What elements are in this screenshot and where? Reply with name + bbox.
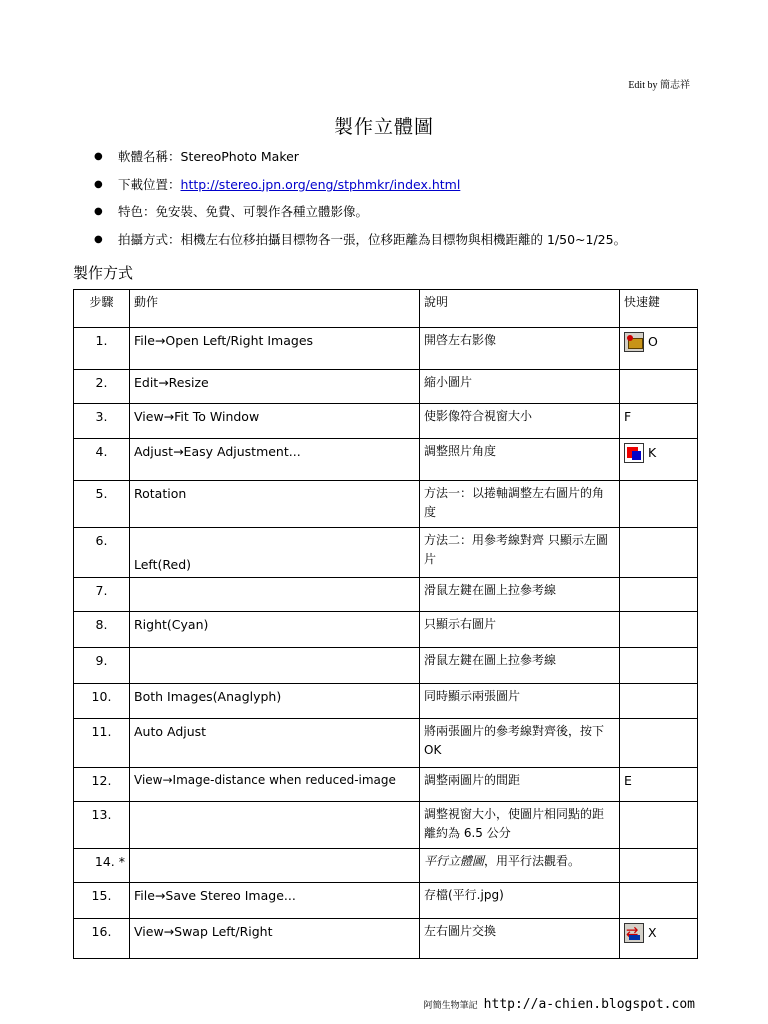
step-shortcut: F — [620, 404, 698, 439]
step-action: Right(Cyan) — [130, 612, 420, 648]
header-action: 動作 — [130, 290, 420, 328]
table-row — [74, 883, 698, 919]
step-description: 左右圖片交換 — [420, 919, 620, 959]
bullet-download-location — [94, 176, 626, 204]
table-row — [74, 439, 698, 481]
step-number: 11. — [74, 719, 130, 768]
step-number: 7. — [74, 578, 130, 612]
step-shortcut — [620, 528, 698, 578]
step-number: 12. — [74, 768, 130, 802]
step-description: 同時顯示兩張圖片 — [420, 684, 620, 719]
software-name-value: StereoPhoto Maker — [180, 149, 299, 164]
step-shortcut — [620, 802, 698, 849]
step-number: 3. — [74, 404, 130, 439]
step-action — [130, 849, 420, 883]
step-shortcut — [620, 919, 698, 959]
step-description: 將兩張圖片的參考線對齊後，按下 OK — [420, 719, 620, 768]
features-text: 特色：免安裝、免費、可製作各種立體影像。 — [118, 204, 369, 219]
easy-adjust-icon — [624, 443, 644, 463]
parallel-stereo-note: ，用平行法觀看。 — [484, 854, 581, 868]
step-description — [420, 849, 620, 883]
step-action: Auto Adjust — [130, 719, 420, 768]
steps-table — [73, 289, 698, 959]
step-description: 調整照片角度 — [420, 439, 620, 481]
parallel-stereo-term: 平行立體圖 — [424, 854, 485, 868]
blog-url: http://a-chien.blogspot.com — [483, 997, 695, 1012]
step-number: 10. — [74, 684, 130, 719]
table-row — [74, 648, 698, 684]
table-row — [74, 768, 698, 802]
table-header-row — [74, 290, 698, 328]
table-row — [74, 578, 698, 612]
step-description: 開啓左右影像 — [420, 328, 620, 370]
step-action — [130, 578, 420, 612]
step-action: View→Swap Left/Right — [130, 919, 420, 959]
step-description: 縮小圖片 — [420, 370, 620, 404]
bullet-software-name — [94, 148, 626, 176]
step-description: 只顯示右圖片 — [420, 612, 620, 648]
step-description: 方法二：用參考線對齊 只顯示左圖片 — [420, 528, 620, 578]
step-action — [130, 802, 420, 849]
header-step: 步驟 — [74, 290, 130, 328]
table-row — [74, 528, 698, 578]
step-description: 方法一：以捲軸調整左右圖片的角度 — [420, 481, 620, 528]
bullet-features — [94, 203, 626, 231]
table-row — [74, 404, 698, 439]
table-row — [74, 802, 698, 849]
blog-name: 阿簡生物筆記 — [423, 1001, 478, 1011]
footer — [424, 997, 695, 1012]
step-shortcut — [620, 370, 698, 404]
step-description: 調整視窗大小，使圖片相同點的距離約為 6.5 公分 — [420, 802, 620, 849]
step-number: 4. — [74, 439, 130, 481]
header-description: 說明 — [420, 290, 620, 328]
step-shortcut — [620, 328, 698, 370]
step-number: 6. — [74, 528, 130, 578]
edit-by-credit: Edit by 簡志祥 — [628, 80, 690, 91]
step-number: 15. — [74, 883, 130, 919]
table-row — [74, 919, 698, 959]
table-row — [74, 719, 698, 768]
step-number: 9. — [74, 648, 130, 684]
step-action: View→Image-distance when reduced-image — [130, 768, 420, 802]
table-row — [74, 612, 698, 648]
step-number: 14. * — [74, 849, 130, 883]
step-shortcut: E — [620, 768, 698, 802]
step-description: 滑鼠左鍵在圖上拉參考線 — [420, 648, 620, 684]
step-shortcut — [620, 439, 698, 481]
step-number: 1. — [74, 328, 130, 370]
step-shortcut — [620, 578, 698, 612]
step-description: 滑鼠左鍵在圖上拉參考線 — [420, 578, 620, 612]
table-row — [74, 684, 698, 719]
step-action: File→Save Stereo Image... — [130, 883, 420, 919]
step-number: 16. — [74, 919, 130, 959]
page-title: 製作立體圖 — [333, 116, 434, 138]
step-number: 8. — [74, 612, 130, 648]
step-shortcut — [620, 719, 698, 768]
step-description: 使影像符合視窗大小 — [420, 404, 620, 439]
download-label: 下載位置： — [118, 176, 181, 192]
software-name-label: 軟體名稱： — [118, 149, 181, 164]
step-action: Adjust→Easy Adjustment... — [130, 439, 420, 481]
info-bullet-list — [94, 148, 626, 258]
step-shortcut — [620, 849, 698, 883]
step-shortcut — [620, 481, 698, 528]
header-shortcut: 快速鍵 — [620, 290, 698, 328]
shooting-method-text: 拍攝方式：相機左右位移拍攝目標物各一張，位移距離為目標物與相機距離的 1/50~1/25。 — [118, 231, 627, 247]
step-action: Rotation — [130, 481, 420, 528]
step-number: 5. — [74, 481, 130, 528]
table-row — [74, 370, 698, 404]
step-number: 13. — [74, 802, 130, 849]
table-row — [74, 481, 698, 528]
step-action: Edit→Resize — [130, 370, 420, 404]
step-action: Left(Red) — [130, 528, 420, 578]
open-folder-icon — [624, 332, 644, 352]
step-shortcut — [620, 883, 698, 919]
download-link[interactable]: http://stereo.jpn.org/eng/stphmkr/index.html — [180, 176, 461, 192]
table-row — [74, 849, 698, 883]
step-description: 調整兩圖片的間距 — [420, 768, 620, 802]
swap-icon — [624, 923, 644, 943]
step-action — [130, 648, 420, 684]
bullet-shooting-method — [94, 231, 626, 259]
shortcut-key: X — [648, 925, 657, 940]
step-action: File→Open Left/Right Images — [130, 328, 420, 370]
step-action: View→Fit To Window — [130, 404, 420, 439]
step-description: 存檔(平行.jpg) — [420, 883, 620, 919]
table-row — [74, 328, 698, 370]
section-heading: 製作方式 — [73, 264, 134, 282]
step-action: Both Images(Anaglyph) — [130, 684, 420, 719]
shortcut-key: K — [648, 445, 657, 460]
step-number: 2. — [74, 370, 130, 404]
step-shortcut — [620, 684, 698, 719]
shortcut-key: O — [648, 334, 658, 349]
step-shortcut — [620, 612, 698, 648]
step-shortcut — [620, 648, 698, 684]
